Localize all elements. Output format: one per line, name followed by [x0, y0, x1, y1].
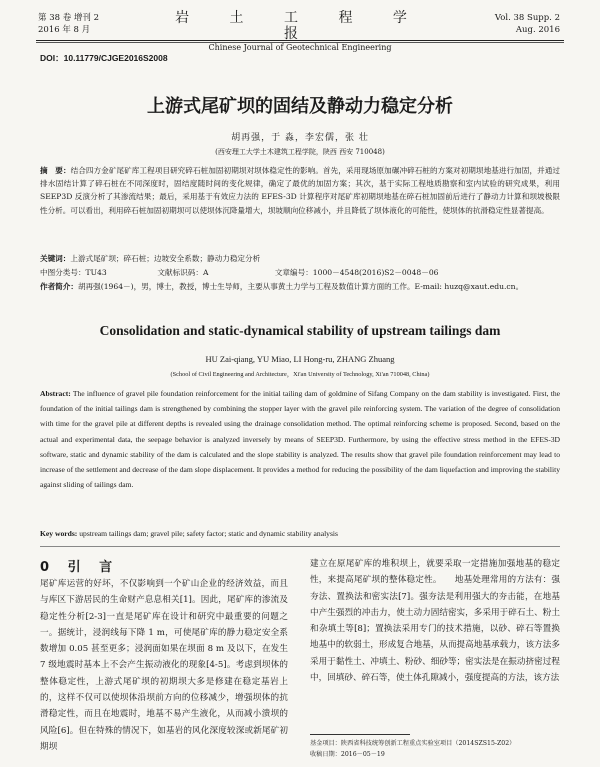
section-heading: 0 引 言 — [40, 560, 113, 575]
header-center — [160, 10, 440, 54]
volume-cn: 第 38 卷 增刊 2 — [38, 13, 100, 23]
keywords-en — [40, 529, 560, 538]
header-rule — [36, 40, 564, 41]
affiliation-cn: (西安理工大学土木建筑工程学院，陕西 西安 710048) — [215, 148, 385, 156]
title-en: Consolidation and static-dynamical stability of upstream tailings dam — [99, 323, 501, 338]
date-cn: 2016 年 8 月 — [38, 25, 91, 35]
journal-name-cn: 岩 土 工 程 学 报 — [175, 10, 425, 42]
intro-left-column — [40, 576, 288, 755]
intro-left-text: 尾矿库运营的好坏，不仅影响到一个矿山企业的经济效益，而且与库区下游居民的生命财产息息相关[1]。因此，尾矿库的渗流及稳定性分析[2-3]一直是尾矿库在设计和研究中最重要的问题之一。据统计，浸润线每下降 1 m，可使尾矿库的静力稳定安全系数增加 0.05 甚至更多；浸润面如果在坝面 8 m 及以下，在发生 7 级地震时基本上不会产生振动液化的现象[4-5]。考虑到坝体的整体稳定性，上游式尾矿坝的初期坝大多是修建在稳定基岩上的，这样不仅可以使坝体沿坝前方向的位移减少，增强坝体的抗滑稳定性，而且在地震时，地基不易产生液化，从而减小溃坝的风险[6]。但在特殊的情况下，如基岩的风化深度较深或新尾矿初期坝 — [40, 579, 288, 752]
document-code: 文献标识码：A — [157, 268, 209, 277]
abstract-en — [40, 386, 560, 492]
doi[interactable]: DOI：10.11779/CJGE2016S2008 — [40, 53, 168, 63]
intro-right-column — [310, 556, 560, 686]
footnote-fund: 基金项目：陕西省科技统筹创新工程重点实验室项目（2014SZS15-Z02） — [310, 740, 516, 747]
footnote-date: 收稿日期：2016－05－19 — [310, 751, 385, 758]
keywords-cn-text: 上游式尾矿坝；碎石桩；边坡安全系数；静动力稳定分析 — [70, 254, 261, 263]
header-left — [38, 12, 99, 36]
abstract-cn-text: 结合四方金矿尾矿库工程项目研究碎石桩加固初期坝对坝体稳定性的影响。首先，采用现场原加碾冲碎石桩的方案对初期坝地基进行加固，并通过排水固结计算了碎石桩在不同深度时，固结度随时间的变化规律，确定了最优的加固方案；其次，基于实际工程地质勘察和室内试验的研究成果，利用 SEEP3D 反演分析了其渗流结果；最后，采用基于有效应力法的 EFES-3D 计算程序对尾矿库初期坝地基在碎石桩加固前后进行了静动力计算和坝坡极限性分析。可以看出，利用碎石桩加固初期坝可以使坝体沉降量增大，坝坡顺向位移减小，并且降低了坝体液化的可能性，使坝体的抗滑稳定性显著提高。 — [40, 166, 560, 215]
header-right — [495, 12, 560, 36]
header-rule-thin — [36, 42, 564, 43]
volume-en: Vol. 38 Supp. 2 — [494, 13, 560, 23]
section-rule — [40, 546, 560, 547]
author-bio-label: 作者简介： — [40, 282, 78, 291]
authors-cn: 胡再强，于 淼，李宏儒，张 壮 — [231, 133, 369, 143]
keywords-cn-label: 关键词： — [40, 254, 71, 263]
date-en: Aug. 2016 — [515, 25, 560, 35]
keywords-en-label: Key words: — [40, 529, 78, 538]
author-bio-text: 胡再强(1964－)，男，博士，教授，博士生导师，主要从事黄土力学与工程及数值计算方面的工作。E-mail: huzq@xaut.edu.cn。 — [77, 282, 524, 291]
keywords-en-text: upstream tailings dam; gravel pile; safety factor; static and dynamic stability analysis — [79, 529, 338, 538]
journal-name-en: Chinese Journal of Geotechnical Engineering — [208, 43, 392, 52]
author-bio — [40, 280, 560, 293]
authors-en: HU Zai-qiang, YU Miao, LI Hong-ru, ZHANG Zhuang — [205, 354, 395, 364]
abstract-cn — [40, 164, 560, 217]
footnotes — [310, 738, 560, 760]
abstract-cn-label: 摘 要： — [40, 166, 71, 175]
abstract-en-text: The influence of gravel pile foundation reinforcement for the initial tailing dam of goldmine of Sifang Company on the dam stability is investigated. First, the foundation of the initial tailings dam is strengthened by combining the stopper layer with the gravel pile reinforcing system. The variation of the degree of consolidation with time for the gravel pile at different depths is revealed using the drainage consolidation method. The optimal reinforcing scheme is proposed. Second, based on the actual and experimental data, the seepage behavior is analyzed inversely by means of SEEP3D. Furthermore, by using the effective stress method in the EFES-3D software, static and dynamic stability of the dam is calculated and the slope stability is analyzed. The results show that gravel pile foundation reinforcement may lead to increase of the settlement and decrease of the dam slope displacement. It provides a method for reducing the possibility of the dam liquefaction and improving the stability against sliding of tailings dam. — [40, 389, 560, 490]
classification-line — [40, 267, 560, 278]
intro-right-text: 建立在原尾矿库的堆积坝上，就要采取一定措施加强地基的稳定性，来提高尾矿坝的整体稳定性。 地基处理常用的方法有：强夯法、置换法和密实法[7]。强夯法是利用强大的夯击能，在地基中产生强烈的冲击力，使土动力固结密实，多采用于碎石土、粉土和杂填土等[8]；置换法采用专门的技术措施，以砂、碎石等置换地基中的软弱土，形成复合地基，从而提高地基承载力，该方法多采用于黏性土、冲填土、粉砂、细砂等；密实法是在振动挤密过程中，回填砂、碎石等，使土体孔隙减小，强度提高的方法，该方法 — [310, 559, 560, 684]
affiliation-en: (School of Civil Engineering and Architecture，Xi'an University of Technology, Xi'an 710048, China) — [170, 371, 430, 378]
class-number: 中图分类号：TU43 — [40, 268, 107, 277]
title-cn: 上游式尾矿坝的固结及静动力稳定分析 — [147, 96, 453, 117]
abstract-en-label: Abstract: — [40, 389, 71, 398]
article-number: 文章编号：1000－4548(2016)S2－0048－06 — [274, 268, 439, 277]
footnote-rule — [310, 734, 410, 735]
keywords-cn — [40, 253, 260, 264]
